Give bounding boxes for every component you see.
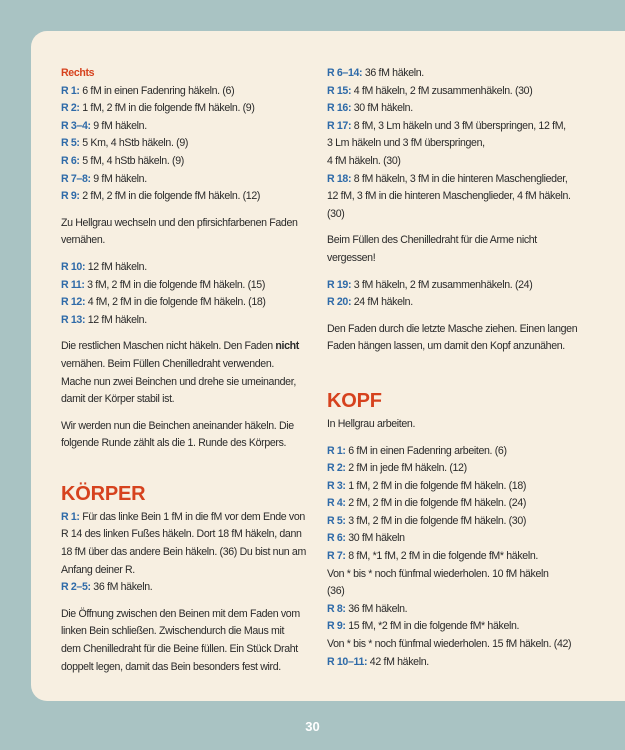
row-instruction: R 7: 8 fM, *1 fM, 2 fM in die folgende fM* häkeln.	[327, 550, 538, 563]
row-instruction: R 13: 12 fM häkeln.	[61, 313, 147, 326]
paragraph-line: folgende Runde zählt als die 1. Runde des Körpers.	[61, 437, 287, 450]
row-instruction: R 11: 3 fM, 2 fM in die folgende fM häkeln. (15)	[61, 278, 266, 291]
right-column	[327, 65, 591, 671]
row-instruction: R 1: 6 fM in einen Fadenring arbeiten. (6)	[327, 444, 507, 457]
row-instruction: R 7–8: 9 fM häkeln.	[61, 172, 147, 185]
row-instruction: R 15: 4 fM häkeln, 2 fM zusammenhäkeln. (30)	[327, 84, 533, 97]
row-instruction: R 4: 2 fM, 2 fM in die folgende fM häkeln. (24)	[327, 497, 527, 510]
section-heading-koerper: KÖRPER	[61, 482, 146, 505]
row-instruction: R 8: 36 fM häkeln.	[327, 602, 408, 615]
row-instruction: R 5: 5 Km, 4 hStb häkeln. (9)	[61, 137, 189, 150]
row-instruction: R 18: 8 fM häkeln, 3 fM in die hinteren Maschenglieder,	[327, 172, 568, 185]
row-instruction: R 10–11: 42 fM häkeln.	[327, 655, 429, 668]
row-instruction: R 10: 12 fM häkeln.	[61, 260, 147, 273]
row-instruction: R 2–5: 36 fM häkeln.	[61, 581, 153, 594]
paragraph-line: 18 fM über das andere Bein häkeln. (36) Du bist nun am	[61, 546, 306, 559]
row-instruction: R 1: Für das linke Bein 1 fM in die fM vor dem Ende von	[61, 510, 305, 523]
row-instruction: R 19: 3 fM häkeln, 2 fM zusammenhäkeln. (24)	[327, 278, 533, 291]
paragraph-line: Mache nun zwei Beinchen und drehe sie umeinander,	[61, 375, 296, 388]
paragraph-line: Den Faden durch die letzte Masche ziehen. Einen langen	[327, 322, 578, 335]
row-instruction: R 9: 15 fM, *2 fM in die folgende fM* häkeln.	[327, 620, 520, 633]
row-instruction: R 6: 30 fM häkeln	[327, 532, 405, 545]
row-instruction: R 16: 30 fM häkeln.	[327, 102, 413, 115]
paragraph-line: Von * bis * noch fünfmal wiederholen. 10 fM häkeln	[327, 567, 549, 580]
book-page	[31, 31, 625, 701]
row-instruction: R 20: 24 fM häkeln.	[327, 296, 413, 309]
paragraph-line: Wir werden nun die Beinchen aneinander häkeln. Die	[61, 419, 294, 432]
row-instruction: R 6–14: 36 fM häkeln.	[327, 67, 424, 79]
row-instruction: R 1: 6 fM in einen Fadenring häkeln. (6)	[61, 84, 235, 97]
left-column	[61, 65, 306, 676]
paragraph-line: (30)	[327, 207, 345, 220]
row-instruction: R 3: 1 fM, 2 fM in die folgende fM häkeln. (18)	[327, 479, 527, 492]
paragraph-line: 12 fM, 3 fM in die hinteren Maschenglieder, 4 fM häkeln.	[327, 190, 571, 203]
paragraph-line: (36)	[327, 585, 345, 598]
row-instruction: R 5: 3 fM, 2 fM in die folgende fM häkeln. (30)	[327, 514, 527, 527]
section-heading-kopf: KOPF	[327, 389, 382, 412]
paragraph-line: Anfang deiner R.	[61, 563, 135, 576]
paragraph-line: doppelt legen, damit das Bein besonders fest wird.	[61, 660, 281, 673]
paragraph-line: Die Öffnung zwischen den Beinen mit dem Faden vom	[61, 607, 300, 620]
paragraph-line: 4 fM häkeln. (30)	[327, 154, 401, 167]
page-number: 30	[305, 719, 320, 734]
row-instruction: R 2: 1 fM, 2 fM in die folgende fM häkeln. (9)	[61, 102, 255, 115]
section-label: Rechts	[61, 67, 95, 79]
paragraph-line: vernähen.	[61, 234, 105, 247]
paragraph-line: damit der Körper stabil ist.	[61, 393, 175, 406]
paragraph-line: R 14 des linken Fußes häkeln. Dort 18 fM häkeln, dann	[61, 528, 302, 541]
paragraph-line: Beim Füllen des Chenilledraht für die Arme nicht	[327, 234, 537, 247]
row-instruction: R 3–4: 9 fM häkeln.	[61, 119, 147, 132]
row-instruction: R 2: 2 fM in jede fM häkeln. (12)	[327, 462, 467, 475]
paragraph-line: 3 Lm häkeln und 3 fM überspringen,	[327, 137, 485, 150]
paragraph-line: vergessen!	[327, 251, 376, 264]
paragraph-line: Von * bis * noch fünfmal wiederholen. 15 fM häkeln. (42)	[327, 638, 572, 651]
paragraph-line: linken Bein schließen. Zwischendurch die Maus mit	[61, 625, 285, 638]
paragraph-line: Die restlichen Maschen nicht häkeln. Den Faden nicht	[61, 340, 299, 353]
paragraph-line: vernähen. Beim Füllen Chenilledraht verwenden.	[61, 357, 274, 370]
paragraph-line: dem Chenilledraht für die Beine füllen. Ein Stück Draht	[61, 643, 298, 656]
row-instruction: R 12: 4 fM, 2 fM in die folgende fM häkeln. (18)	[61, 296, 266, 309]
row-instruction: R 9: 2 fM, 2 fM in die folgende fM häkeln. (12)	[61, 190, 261, 203]
row-instruction: R 17: 8 fM, 3 Lm häkeln und 3 fM überspringen, 12 fM,	[327, 119, 566, 132]
paragraph-line: In Hellgrau arbeiten.	[327, 417, 416, 430]
row-instruction: R 6: 5 fM, 4 hStb häkeln. (9)	[61, 154, 184, 167]
paragraph-line: Zu Hellgrau wechseln und den pfirsichfarbenen Faden	[61, 216, 298, 229]
paragraph-line: Faden hängen lassen, um damit den Kopf anzunähen.	[327, 340, 565, 353]
